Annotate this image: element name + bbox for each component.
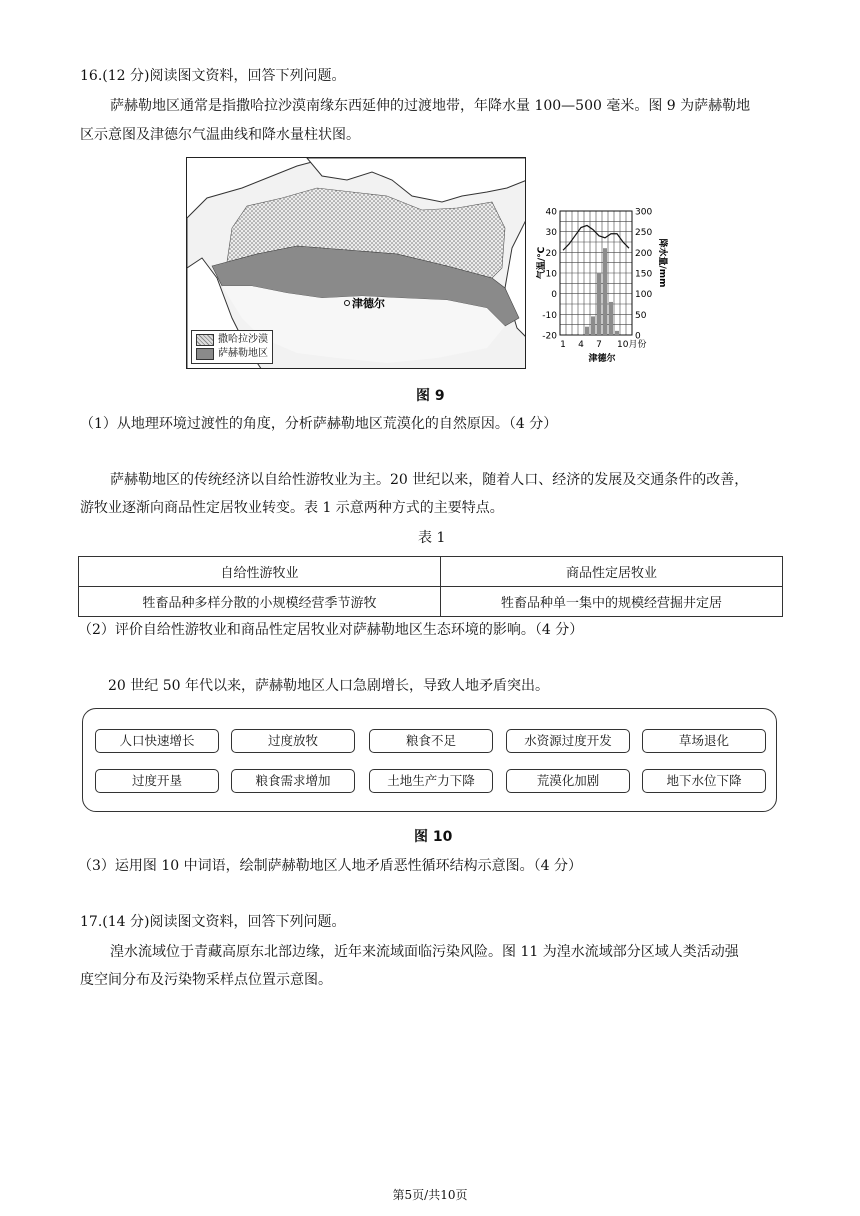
- q16-sub2: （2）评价自给性游牧业和商品性定居牧业对萨赫勒地区生态环境的影响。（4 分）: [78, 622, 584, 638]
- table-row: [79, 587, 783, 617]
- keyword-box: 草场退化: [642, 729, 766, 753]
- q16-intro-line2: 区示意图及津德尔气温曲线和降水量柱状图。: [80, 127, 360, 143]
- right-axis-label: 降水量/mm: [657, 238, 667, 288]
- zinder-label: 津德尔: [352, 297, 385, 310]
- right-tick-label: 300: [635, 207, 653, 218]
- legend-sahara-label: 撒哈拉沙漠: [218, 334, 268, 345]
- fig9-caption: 图 9: [416, 388, 445, 404]
- precipitation-bar: [603, 248, 607, 335]
- left-tick-label: 0: [551, 290, 557, 301]
- q16-para2-line2: 游牧业逐渐向商品性定居牧业转变。表 1 示意两种方式的主要特点。: [80, 500, 504, 516]
- sahara-swatch: [196, 334, 214, 346]
- right-tick-label: 100: [635, 290, 653, 301]
- right-tick-label: 200: [635, 248, 653, 259]
- keyword-box: 粮食不足: [369, 729, 493, 753]
- x-tick-label: 1: [560, 340, 566, 350]
- q17-intro-line2: 度空间分布及污染物采样点位置示意图。: [80, 972, 332, 988]
- keyword-box: 水资源过度开发: [506, 729, 630, 753]
- q16-intro-line1: 萨赫勒地区通常是指撒哈拉沙漠南缘东西延伸的过渡地带，年降水量 100—500 毫米。图 9 为萨赫勒地: [110, 98, 751, 114]
- left-tick-label: 40: [545, 207, 557, 218]
- fig10-caption: 图 10: [414, 829, 453, 845]
- q16-header: 16.(12 分)阅读图文资料，回答下列问题。: [80, 68, 346, 84]
- legend-sahel: [196, 347, 268, 361]
- legend-sahel-label: 萨赫勒地区: [218, 348, 268, 359]
- x-tick-label: 7: [596, 340, 602, 350]
- left-tick-label: -10: [542, 310, 557, 321]
- precipitation-bar: [609, 302, 613, 335]
- q16-para3: 20 世纪 50 年代以来，萨赫勒地区人口急剧增长，导致人地矛盾突出。: [108, 678, 549, 694]
- keyword-box: 地下水位下降: [642, 769, 766, 793]
- legend-sahara: [196, 333, 268, 347]
- precipitation-bar: [597, 273, 601, 335]
- table-header: 自给性游牧业: [79, 557, 441, 587]
- left-tick-label: 20: [545, 248, 557, 259]
- right-tick-label: 0: [635, 331, 641, 342]
- keyword-box: 土地生产力下降: [369, 769, 493, 793]
- table-cell: 牲畜品种多样分散的小规模经营季节游牧: [79, 587, 441, 617]
- right-tick-label: 150: [635, 269, 653, 280]
- table-header: 商品性定居牧业: [441, 557, 783, 587]
- q17-header: 17.(14 分)阅读图文资料，回答下列问题。: [80, 914, 346, 930]
- table1-caption: 表 1: [418, 530, 446, 546]
- left-tick-label: -20: [542, 331, 557, 342]
- zinder-climate-chart: [530, 203, 670, 363]
- page-footer: 第5页/共10页: [392, 1188, 468, 1202]
- q17-intro-line1: 湟水流域位于青藏高原东北部边缘，近年来流域面临污染风险。图 11 为湟水流域部分区域人类活动强: [110, 944, 739, 960]
- table1: [78, 556, 783, 617]
- q16-sub3: （3）运用图 10 中词语，绘制萨赫勒地区人地矛盾恶性循环结构示意图。（4 分）: [78, 858, 582, 874]
- table-header-row: [79, 557, 783, 587]
- right-tick-label: 50: [635, 310, 647, 321]
- x-tick-label: 4: [578, 340, 584, 350]
- right-tick-label: 250: [635, 228, 653, 239]
- chart-xlabel: 津德尔: [588, 354, 616, 363]
- zinder-marker: [345, 301, 350, 306]
- sahel-swatch: [196, 348, 214, 360]
- left-tick-label: 10: [545, 269, 557, 280]
- left-axis-label: 气温/℃: [537, 246, 547, 280]
- keyword-box: 粮食需求增加: [231, 769, 355, 793]
- map-legend: [191, 330, 273, 364]
- keyword-box: 人口快速增长: [95, 729, 219, 753]
- precipitation-bar: [615, 331, 619, 335]
- table-cell: 牲畜品种单一集中的规模经营掘井定居: [441, 587, 783, 617]
- precipitation-bar: [591, 316, 595, 335]
- q16-para2-line1: 萨赫勒地区的传统经济以自给性游牧业为主。20 世纪以来，随着人口、经济的发展及交通条件的改善，: [110, 472, 749, 488]
- q16-sub1: （1）从地理环境过渡性的角度，分析萨赫勒地区荒漠化的自然原因。（4 分）: [80, 416, 558, 432]
- left-tick-label: 30: [545, 228, 557, 239]
- precipitation-bar: [579, 334, 583, 335]
- fig10-keyword-box: [82, 708, 777, 812]
- keyword-box: 荒漠化加剧: [506, 769, 630, 793]
- keyword-box: 过度开垦: [95, 769, 219, 793]
- precipitation-bar: [585, 327, 589, 335]
- keyword-box: 过度放牧: [231, 729, 355, 753]
- sahel-map: [186, 157, 526, 369]
- x-tick-label: 10月份: [617, 340, 647, 350]
